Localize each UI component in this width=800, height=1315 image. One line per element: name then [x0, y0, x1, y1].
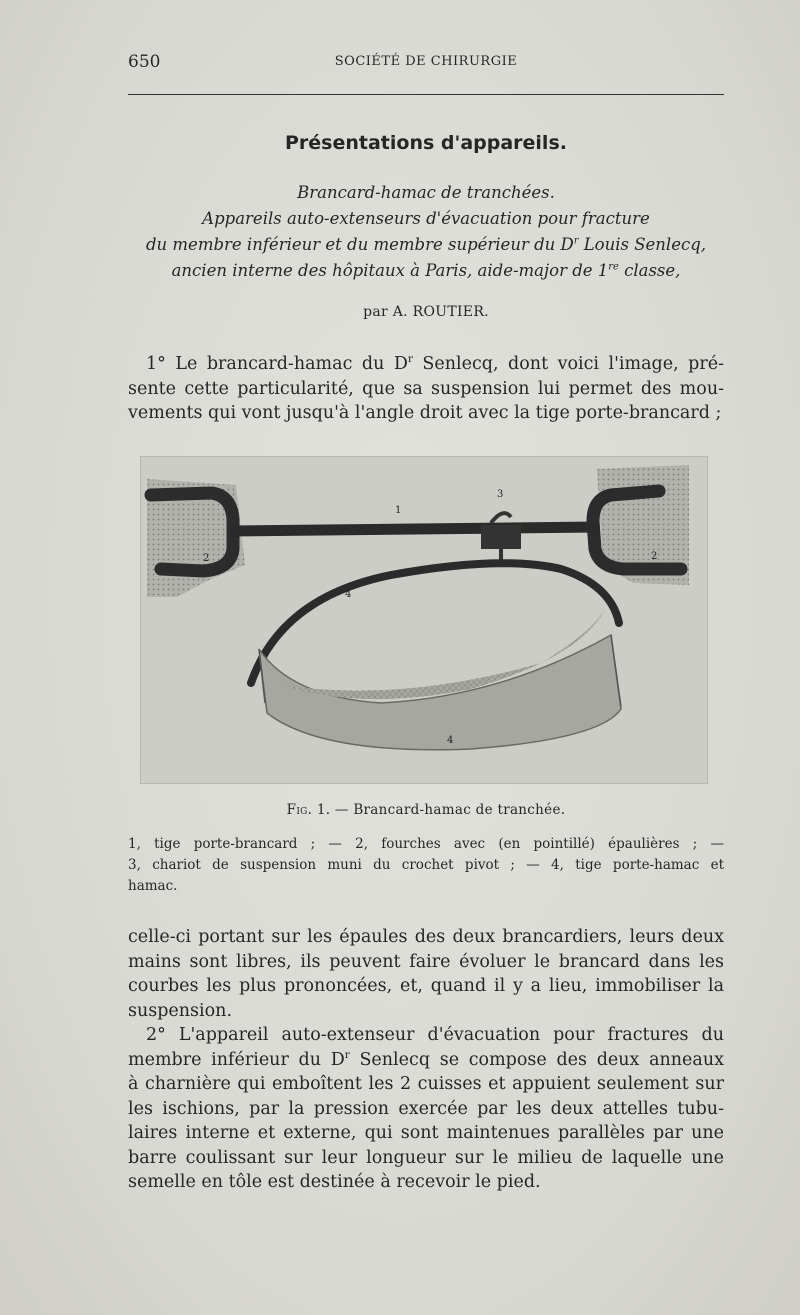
stretcher-illustration [141, 457, 707, 783]
paragraph-3-line-3: à charnière qui emboîtent les 2 cuisses et appuient seulement sur [128, 1074, 724, 1094]
subtitle-doctor-name: Louis Senlecq, [578, 235, 707, 254]
subtitle-line-4 [120, 258, 732, 283]
paragraph-3-line-4: les ischions, par la pression exercée par les deux attelles tubu- [128, 1098, 724, 1119]
stretcher-pole [231, 527, 597, 531]
p1-line1-start: 1° Le brancard-hamac du D [146, 354, 408, 374]
paragraph-1-line-3: vements qui vont jusqu'à l'angle droit avec la tige porte-brancard ; [128, 403, 722, 423]
subtitle-class-superscript: re [608, 261, 619, 273]
paragraph-2-line-3: courbes les plus prononcées, et, quand il y a lieu, immobiliser la [128, 976, 724, 996]
subtitle-dr-superscript: r [573, 235, 579, 247]
section-title: Présentations d'appareils. [285, 132, 567, 154]
paragraph-3-line-1: 2° L'appareil auto-extenseur d'évacuation pour fractures du [146, 1025, 724, 1045]
subtitle-line-1: Brancard-hamac de tranchées. [297, 183, 555, 202]
paragraph-3-line-2 [128, 1048, 724, 1073]
subtitle-line-3 [120, 232, 732, 257]
figure-label-hammock: 4 [447, 735, 454, 746]
paragraph-2 [128, 925, 724, 1023]
paragraph-1-line-2: sente cette particularité, que sa suspension lui permet des mou- [128, 378, 724, 399]
legend-line-3: hamac. [128, 878, 178, 894]
paragraph-1-line-1 [128, 352, 724, 377]
running-title: SOCIÉTÉ DE CHIRURGIE [334, 54, 518, 69]
paragraph-3 [128, 1023, 724, 1195]
header-rule [128, 94, 724, 95]
page-header [128, 52, 724, 78]
subtitle-line-4-text: ancien interne des hôpitaux à Paris, aide-major de [171, 261, 598, 280]
figure-caption-title [128, 802, 724, 818]
p3-line2-end: Senlecq se compose des deux anneaux [349, 1049, 724, 1070]
subtitle-line-2: Appareils auto-extenseurs d'évacuation pour fracture [202, 209, 650, 228]
subtitle-line-3-text: du membre inférieur et du membre supérieur du D [145, 235, 574, 254]
suspension-carriage [481, 525, 521, 549]
paragraph-3-line-5: laires interne et externe, qui sont maintenues parallèles par une [128, 1123, 724, 1143]
paragraph-3-line-7: semelle en tôle est destinée à recevoir le pied. [128, 1172, 541, 1192]
p1-line1-end: Senlecq, dont voici l'image, pré- [412, 354, 724, 374]
page-number: 650 [128, 52, 161, 72]
paragraph-1 [128, 352, 724, 426]
figure-label-left-fork: 2 [203, 553, 210, 564]
legend-line-1: 1, tige porte-brancard ; — 2, fourches avec (en pointillé) épaulières ; — [128, 836, 724, 852]
figure-label-pole: 1 [395, 505, 402, 516]
figure-label-carriage: 3 [497, 489, 504, 500]
subtitle-class-word: classe, [618, 261, 681, 280]
figure-label-rod: 4 [345, 589, 352, 600]
paragraph-2-line-1: celle-ci portant sur les épaules des deux brancardiers, leurs deux [128, 927, 724, 947]
paragraph-3-line-6: barre coulissant sur leur longueur sur le milieu de laquelle une [128, 1147, 724, 1168]
figure-legend [128, 834, 724, 897]
figure-stretcher-hammock [140, 456, 708, 784]
paragraph-2-line-2: mains sont libres, ils peuvent faire évoluer le brancard dans les [128, 951, 724, 972]
legend-line-2: 3, chariot de suspension muni du crochet pivot ; — 4, tige porte-hamac et [128, 857, 724, 873]
p1-dr-superscript: r [407, 353, 413, 366]
p3-line2-start: membre inférieur du D [128, 1049, 345, 1070]
paragraph-2-line-4: suspension. [128, 1000, 233, 1021]
figure-caption-label: Fig. 1. [286, 802, 331, 818]
subtitle-class-number: 1 [597, 261, 609, 280]
p3-dr-superscript: r [344, 1048, 350, 1061]
figure-label-right-fork: 2 [651, 551, 658, 562]
author-line: par A. ROUTIER. [363, 304, 489, 320]
figure-caption-text: — Brancard-hamac de tranchée. [330, 802, 566, 818]
